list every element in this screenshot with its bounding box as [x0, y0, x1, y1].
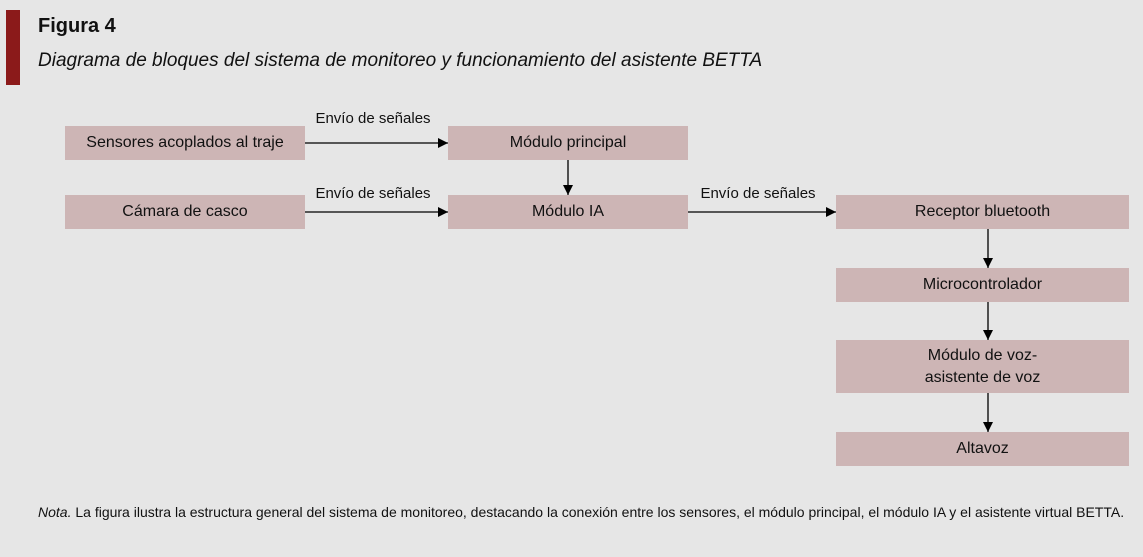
node-label: Microcontrolador: [922, 276, 1043, 293]
node-altavoz: [836, 432, 1129, 466]
note-prefix: Nota.: [38, 504, 72, 520]
edge-label-camara-ia: Envío de señales: [315, 185, 431, 202]
node-label: Módulo principal: [509, 134, 627, 151]
edge-label-sensores-principal: Envío de señales: [315, 110, 431, 127]
node-label: Altavoz: [956, 440, 1009, 457]
note-text: La figura ilustra la estructura general del sistema de monitoreo, destacando la conexión entre los sensores, el módulo principal, el módulo IA y el asistente virtual BETTA.: [75, 504, 1125, 520]
node-label: Cámara de casco: [122, 203, 248, 220]
node-modulo-ia: [448, 195, 688, 229]
node-modulo-principal: [448, 126, 688, 160]
figure-note: [38, 501, 1128, 523]
edge-label-ia-receptor: Envío de señales: [700, 185, 816, 202]
figure-accent-bar: [6, 10, 20, 85]
figure-label: Figura 4: [38, 15, 116, 37]
node-microcontrolador: [836, 268, 1129, 302]
node-label-line-1: Módulo de voz-: [927, 346, 1038, 364]
node-label: Módulo IA: [531, 203, 605, 220]
node-camara-de-casco: [65, 195, 305, 229]
node-label-line-2: asistente de voz: [924, 368, 1041, 386]
node-receptor-bluetooth: [836, 195, 1129, 229]
node-label: Receptor bluetooth: [914, 203, 1051, 220]
node-modulo-de-voz: [836, 340, 1129, 393]
figure-title: Diagrama de bloques del sistema de monitoreo y funcionamiento del asistente BETTA: [38, 50, 763, 71]
node-sensores: [65, 126, 305, 160]
node-label: Sensores acoplados al traje: [86, 134, 284, 151]
